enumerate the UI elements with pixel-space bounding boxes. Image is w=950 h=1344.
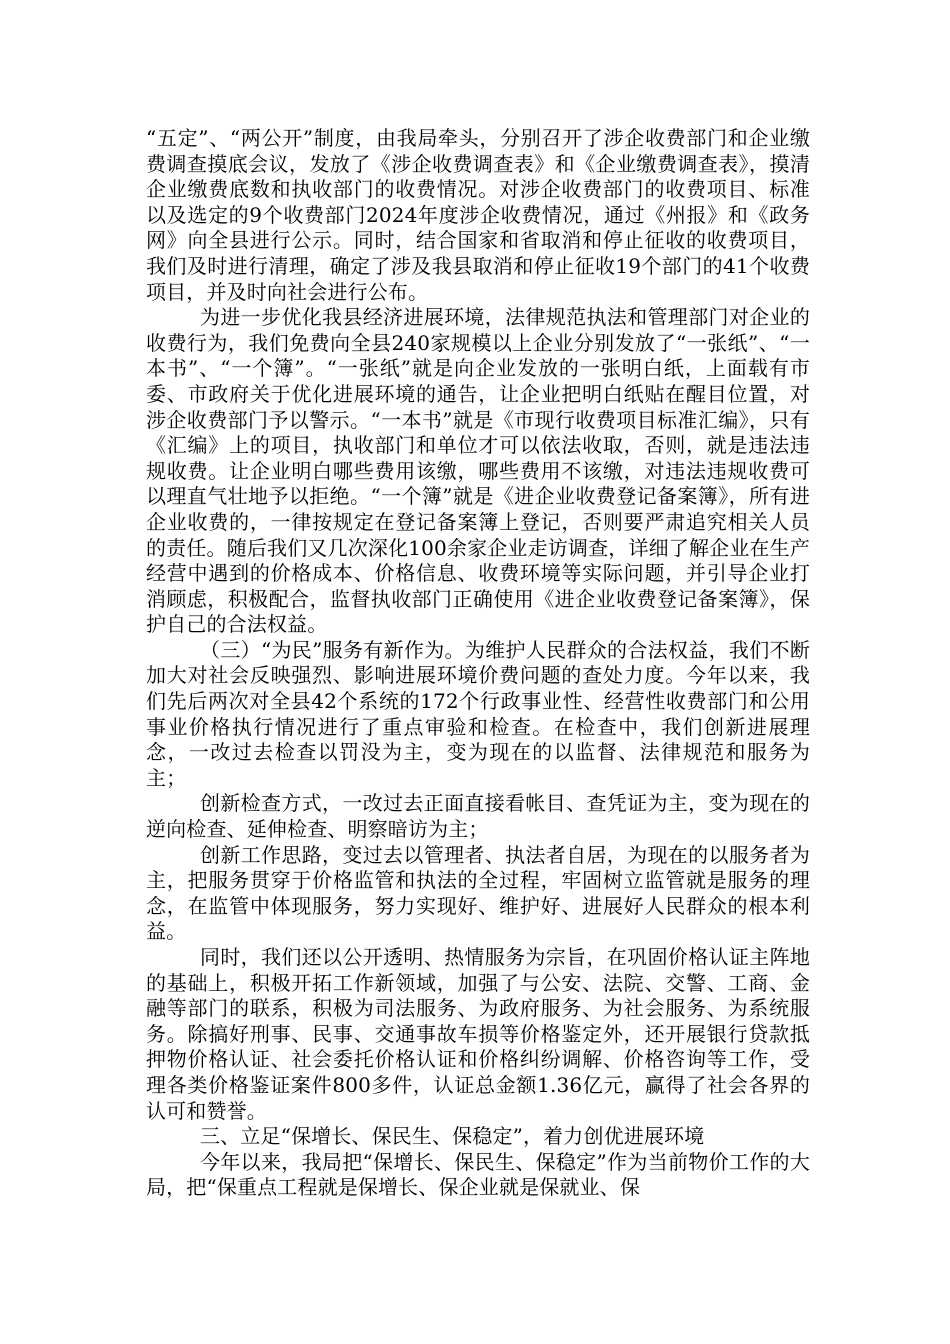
paragraph-inspection-method: 创新检查方式，一改过去正面直接看帐目、查凭证为主，变为现在的逆向检查、延伸检查、明察暗访为主； (146, 791, 810, 842)
paragraph-work-approach: 创新工作思路，变过去以管理者、执法者自居，为现在的以服务者为主，把服务贯穿于价格监管和执法的全过程，牢固树立监管就是服务的理念，在监管中体现服务，努力实现好、维护好、进展好人民群众的根本利益。 (146, 842, 810, 944)
section-heading-three: 三、立足“保增长、保民生、保稳定”，着力创优进展环境 (200, 1124, 705, 1149)
paragraph-serve-people: （三）“为民”服务有新作为。为维护人民群众的合法权益，我们不断加大对社会反映强烈、影响进展环境价费问题的查处力度。今年以来，我们先后两次对全县42个系统的172个行政事业性、经营性收费部门和公用事业价格执行情况进行了重点审验和检查。在检查中，我们创新进展理念，一改过去检查以罚没为主，变为现在的以监督、法律规范和服务为主； (146, 637, 810, 790)
document-body (146, 126, 810, 1201)
paragraph-continuation: “五定”、“两公开”制度，由我局牵头，分别召开了涉企收费部门和企业缴费调查摸底会议，发放了《涉企收费调查表》和《企业缴费调查表》，摸清企业缴费底数和执收部门的收费情况。对涉企收费部门的收费项目、标准以及选定的9个收费部门2024年度涉企收费情况，通过《州报》和《政务网》向全县进行公示。同时，结合国家和省取消和停止征收的收费项目，我们及时进行清理，确定了涉及我县取消和停止征收19个部门的41个收费项目，并及时向社会进行公布。 (146, 126, 810, 304)
paragraph-this-year: 今年以来，我局把“保增长、保民生、保稳定”作为当前物价工作的大局，把“保重点工程就是保增长、保企业就是保就业、保 (146, 1149, 810, 1200)
paragraph-optimize-environment: 为进一步优化我县经济进展环境，法律规范执法和管理部门对企业的收费行为，我们免费向全县240家规模以上企业分别发放了“一张纸”、“一本书”、“一个簿”。“一张纸”就是向企业发放的一张明白纸，上面载有市委、市政府关于优化进展环境的通告，让企业把明白纸贴在醒目位置，对涉企收费部门予以警示。“一本书”就是《市现行收费项目标准汇编》，只有《汇编》上的项目，执收部门和单位才可以依法收取，否则，就是违法违规收费。让企业明白哪些费用该缴，哪些费用不该缴，对违法违规收费可以理直气壮地予以拒绝。“一个簿”就是《进企业收费登记备案簿》，所有进企业收费的，一律按规定在登记备案簿上登记，否则要严肃追究相关人员的责任。随后我们又几次深化100余家企业走访调查，详细了解企业在生产经营中遇到的价格成本、价格信息、收费环境等实际问题，并引导企业打消顾虑，积极配合，监督执收部门正确使用《进企业收费登记备案簿》，保护自己的合法权益。 (146, 305, 810, 637)
paragraph-price-certification: 同时，我们还以公开透明、热情服务为宗旨，在巩固价格认证主阵地的基础上，积极开拓工作新领域，加强了与公安、法院、交警、工商、金融等部门的联系，积极为司法服务、为政府服务、为社会服务、为系统服务。除搞好刑事、民事、交通事故车损等价格鉴定外，还开展银行贷款抵押物价格认证、社会委托价格认证和价格纠纷调解、价格咨询等工作，受理各类价格鉴证案件800多件，认证总金额1.36亿元，赢得了社会各界的认可和赞誉。 (146, 945, 810, 1123)
